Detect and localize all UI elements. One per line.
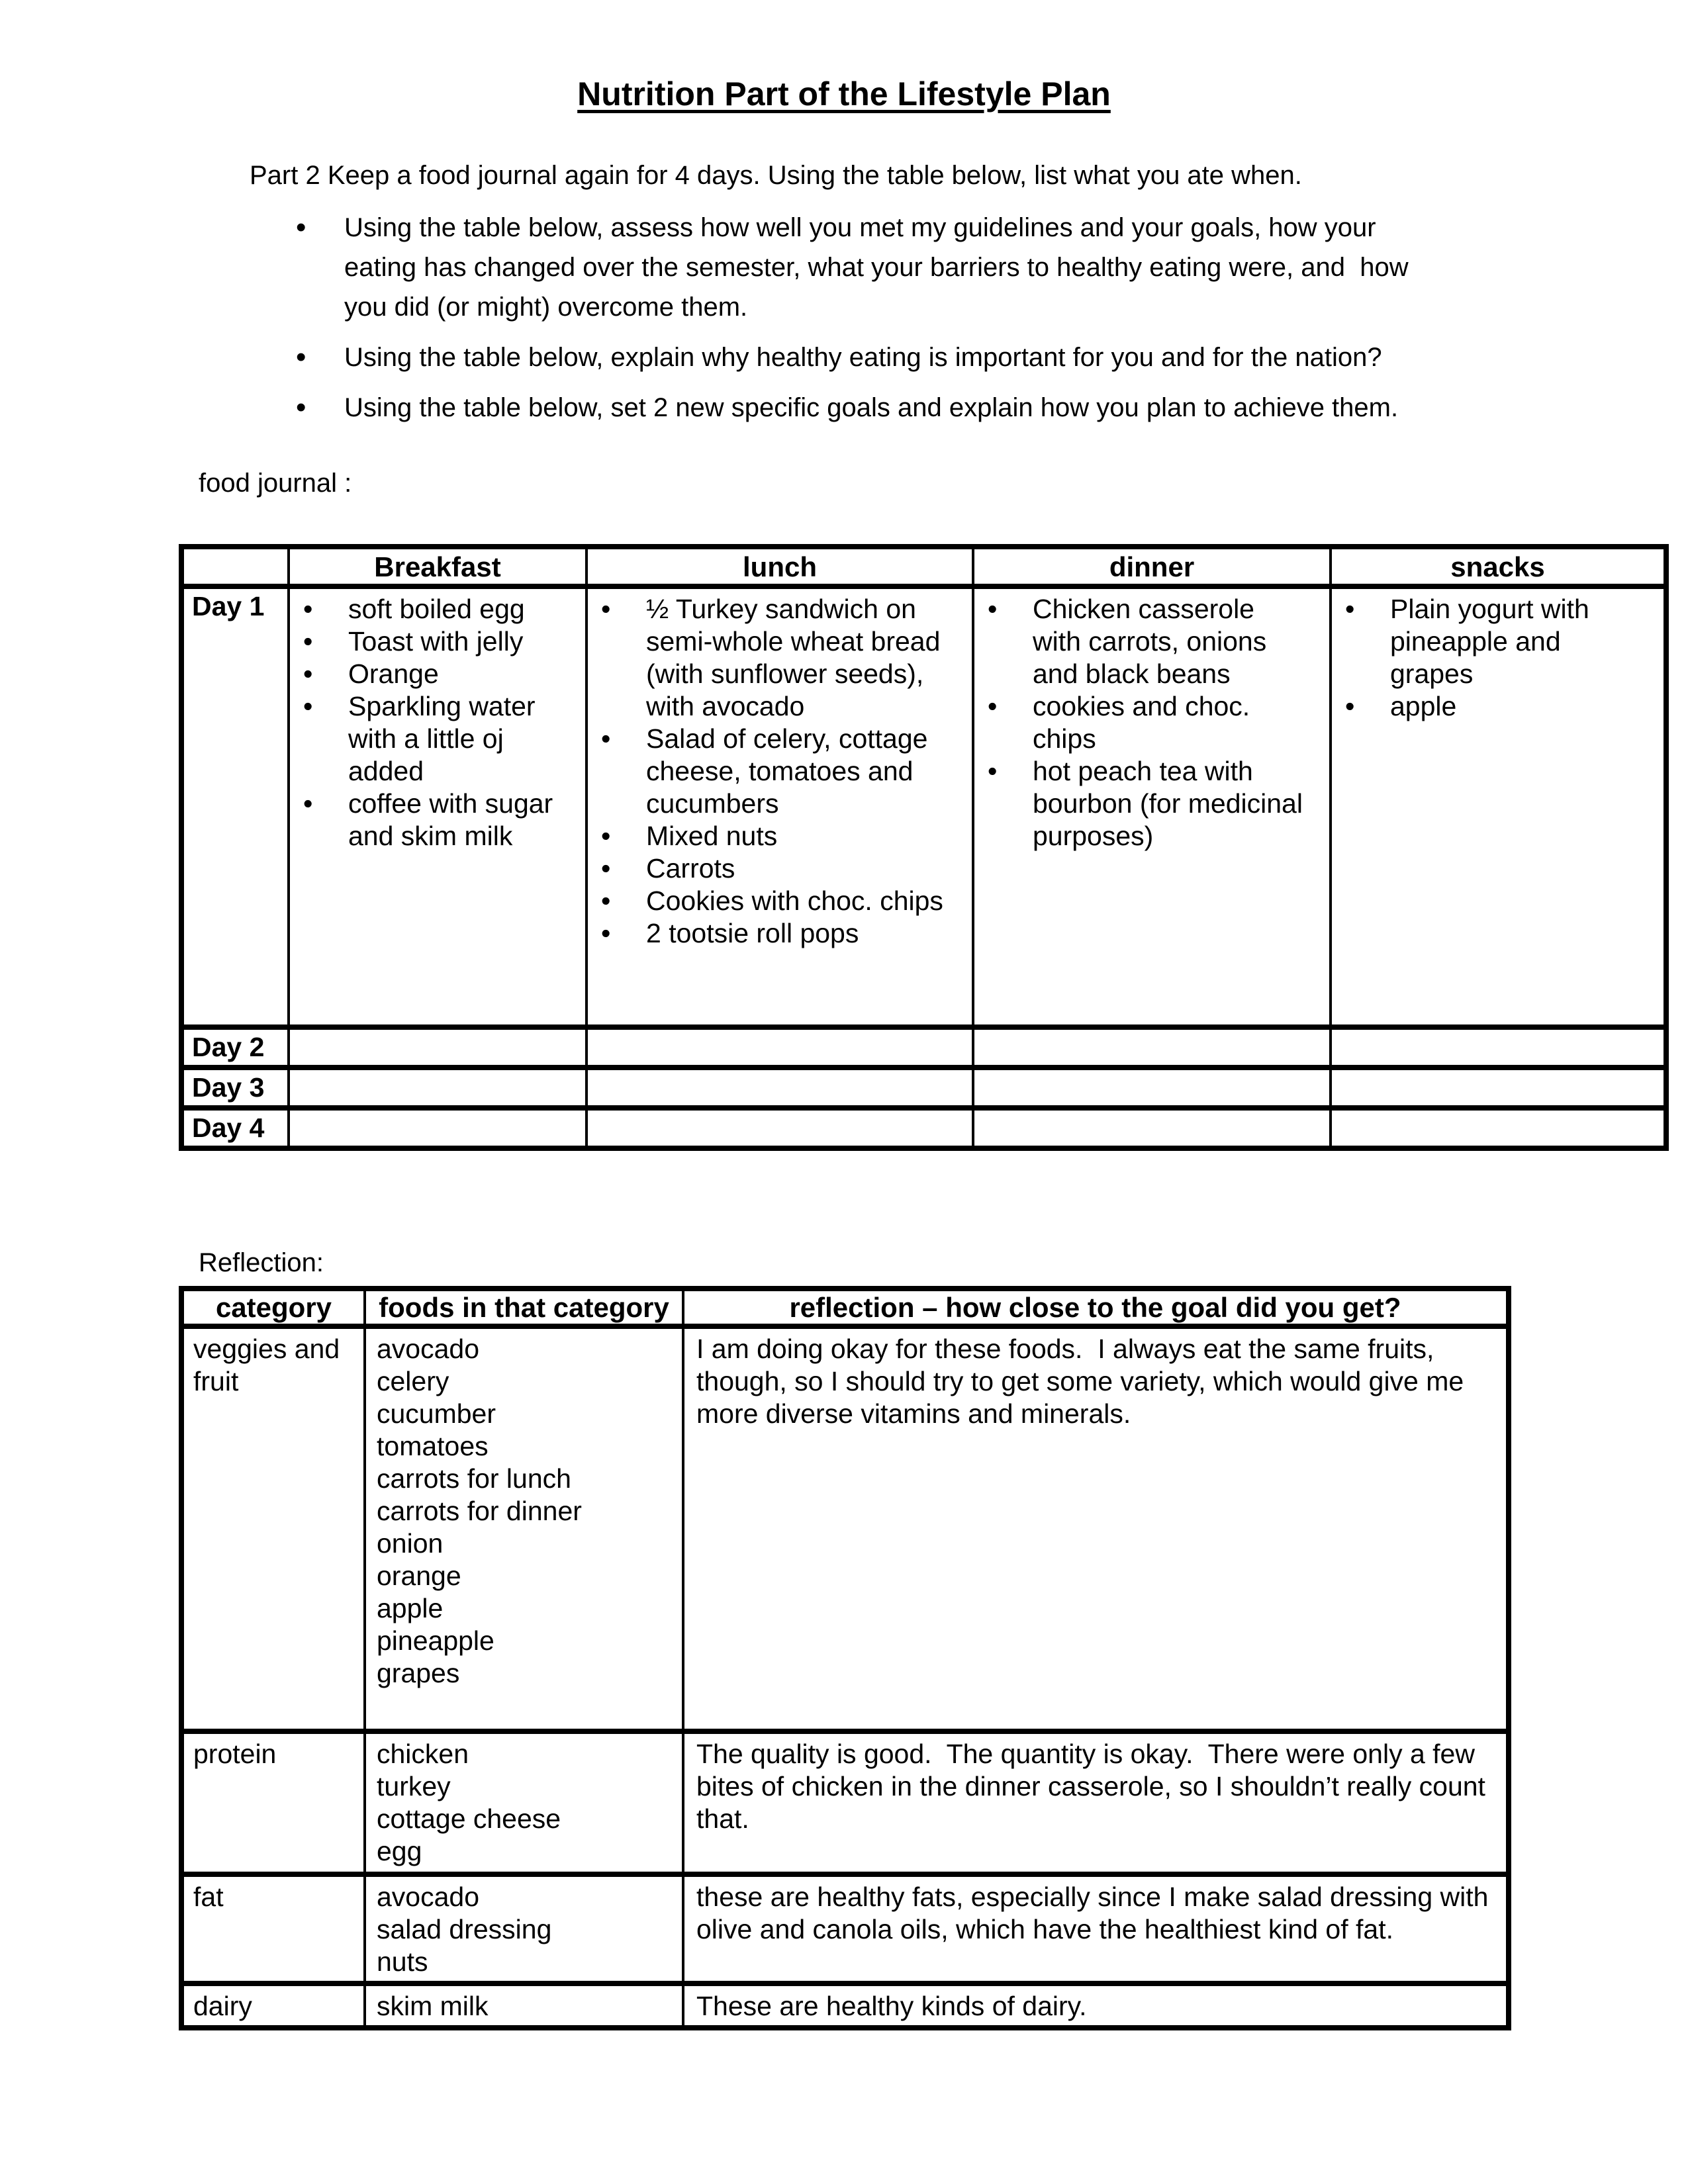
list-item: • Using the table below, explain why healthy eating is important for you and for the nation?: [295, 338, 1420, 377]
food-line: nuts: [377, 1946, 428, 1977]
reflection-row-fat: [181, 1874, 1509, 1983]
day-3-label: Day 3: [181, 1068, 289, 1108]
header-snacks: snacks: [1331, 547, 1666, 586]
day-4-breakfast-cell: [289, 1108, 586, 1148]
food-line: cucumber: [377, 1398, 496, 1429]
day-2-snacks-cell: [1331, 1027, 1666, 1068]
list-item: • Carrots: [600, 852, 972, 885]
day-1-row: [181, 586, 1666, 1027]
food-line: tomatoes: [377, 1431, 489, 1461]
list-item: • Cookies with choc. chips: [600, 885, 972, 917]
food-line: avocado: [377, 1882, 480, 1912]
food-line: chicken: [377, 1739, 469, 1769]
list-item: • 2 tootsie roll pops: [600, 917, 972, 950]
list-item: • Toast with jelly: [302, 625, 585, 658]
food-line: salad dressing: [377, 1914, 552, 1944]
reflection-header-row: [181, 1289, 1509, 1326]
foods-protein: [365, 1731, 683, 1874]
list-item: • apple: [1344, 690, 1664, 723]
reflection-protein: The quality is good. The quantity is okay. There were only a few bites of chicken in the dinner casserole, so I shouldn’t really count that.: [683, 1731, 1509, 1874]
food-line: apple: [377, 1593, 444, 1623]
header-lunch: lunch: [586, 547, 973, 586]
food-line: onion: [377, 1528, 444, 1559]
header-reflection: reflection – how close to the goal did you get?: [683, 1289, 1509, 1326]
list-item: • Sparkling water with a little oj added: [302, 690, 585, 788]
header-category: category: [181, 1289, 365, 1326]
food-journal-header-row: [181, 547, 1666, 586]
list-item: • Using the table below, set 2 new specific goals and explain how you plan to achieve them.: [295, 388, 1420, 428]
intro-bullet-list: [295, 208, 1420, 438]
foods-fat: [365, 1874, 683, 1983]
day-2-lunch-cell: [586, 1027, 973, 1068]
category-veggies-fruit: veggies and fruit: [181, 1326, 365, 1731]
food-journal-table: [179, 544, 1669, 1151]
list-item: • coffee with sugar and skim milk: [302, 788, 585, 852]
reflection-row-protein: [181, 1731, 1509, 1874]
list-item: • hot peach tea with bourbon (for medicinal purposes): [986, 755, 1329, 852]
day-4-snacks-cell: [1331, 1108, 1666, 1148]
foods-veggies-fruit: [365, 1326, 683, 1731]
day-2-label: Day 2: [181, 1027, 289, 1068]
category-protein: protein: [181, 1731, 365, 1874]
day-1-breakfast-cell: [289, 586, 586, 1027]
header-foods: foods in that category: [365, 1289, 683, 1326]
list-item: • soft boiled egg: [302, 593, 585, 625]
day-1-lunch-cell: [586, 586, 973, 1027]
food-line: egg: [377, 1836, 422, 1866]
food-line: carrots for lunch: [377, 1463, 571, 1494]
reflection-dairy: These are healthy kinds of dairy.: [683, 1983, 1509, 2028]
day-4-dinner-cell: [973, 1108, 1331, 1148]
list-item: • Using the table below, assess how well you met my guidelines and your goals, how your eating has changed over the semester, what your barriers to healthy eating were, and how you did (or might) overcome them.: [295, 208, 1420, 327]
day-3-snacks-cell: [1331, 1068, 1666, 1108]
day-4-lunch-cell: [586, 1108, 973, 1148]
reflection-row-veggies: [181, 1326, 1509, 1731]
list-item: • Salad of celery, cottage cheese, tomatoes and cucumbers: [600, 723, 972, 820]
day-3-dinner-cell: [973, 1068, 1331, 1108]
page-title: Nutrition Part of the Lifestyle Plan: [577, 75, 1111, 113]
food-line: avocado: [377, 1334, 480, 1364]
day-3-row: [181, 1068, 1666, 1108]
food-line: orange: [377, 1561, 461, 1591]
list-item: • Orange: [302, 658, 585, 690]
day-1-label: Day 1: [181, 586, 289, 1027]
food-line: skim milk: [377, 1991, 489, 2021]
day-1-snacks-cell: [1331, 586, 1666, 1027]
food-line: cottage cheese: [377, 1803, 561, 1834]
list-item: • cookies and choc. chips: [986, 690, 1329, 755]
food-line: turkey: [377, 1771, 451, 1801]
header-breakfast: Breakfast: [289, 547, 586, 586]
category-fat: fat: [181, 1874, 365, 1983]
reflection-table: [179, 1286, 1511, 2030]
list-item: • ½ Turkey sandwich on semi-whole wheat bread (with sunflower seeds), with avocado: [600, 593, 972, 723]
food-line: celery: [377, 1366, 449, 1396]
reflection-label: Reflection:: [199, 1248, 324, 1277]
reflection-fat: these are healthy fats, especially since I make salad dressing with olive and canola oils, which have the healthiest kind of fat.: [683, 1874, 1509, 1983]
reflection-veggies-fruit: I am doing okay for these foods. I always eat the same fruits, though, so I should try to get some variety, which would give me more diverse vitamins and minerals.: [683, 1326, 1509, 1731]
food-line: pineapple: [377, 1625, 494, 1656]
day-4-row: [181, 1108, 1666, 1148]
header-dinner: dinner: [973, 547, 1331, 586]
food-journal-label: food journal :: [199, 469, 352, 498]
day-2-row: [181, 1027, 1666, 1068]
header-day: [181, 547, 289, 586]
day-4-label: Day 4: [181, 1108, 289, 1148]
day-3-lunch-cell: [586, 1068, 973, 1108]
food-line: carrots for dinner: [377, 1496, 582, 1526]
day-2-breakfast-cell: [289, 1027, 586, 1068]
reflection-row-dairy: [181, 1983, 1509, 2028]
intro-paragraph: Part 2 Keep a food journal again for 4 days. Using the table below, list what you ate when.: [250, 161, 1302, 190]
day-2-dinner-cell: [973, 1027, 1331, 1068]
foods-dairy: [365, 1983, 683, 2028]
list-item: • Chicken casserole with carrots, onions and black beans: [986, 593, 1329, 690]
food-line: grapes: [377, 1658, 460, 1688]
list-item: • Plain yogurt with pineapple and grapes: [1344, 593, 1664, 690]
day-1-dinner-cell: [973, 586, 1331, 1027]
day-3-breakfast-cell: [289, 1068, 586, 1108]
list-item: • Mixed nuts: [600, 820, 972, 852]
category-dairy: dairy: [181, 1983, 365, 2028]
